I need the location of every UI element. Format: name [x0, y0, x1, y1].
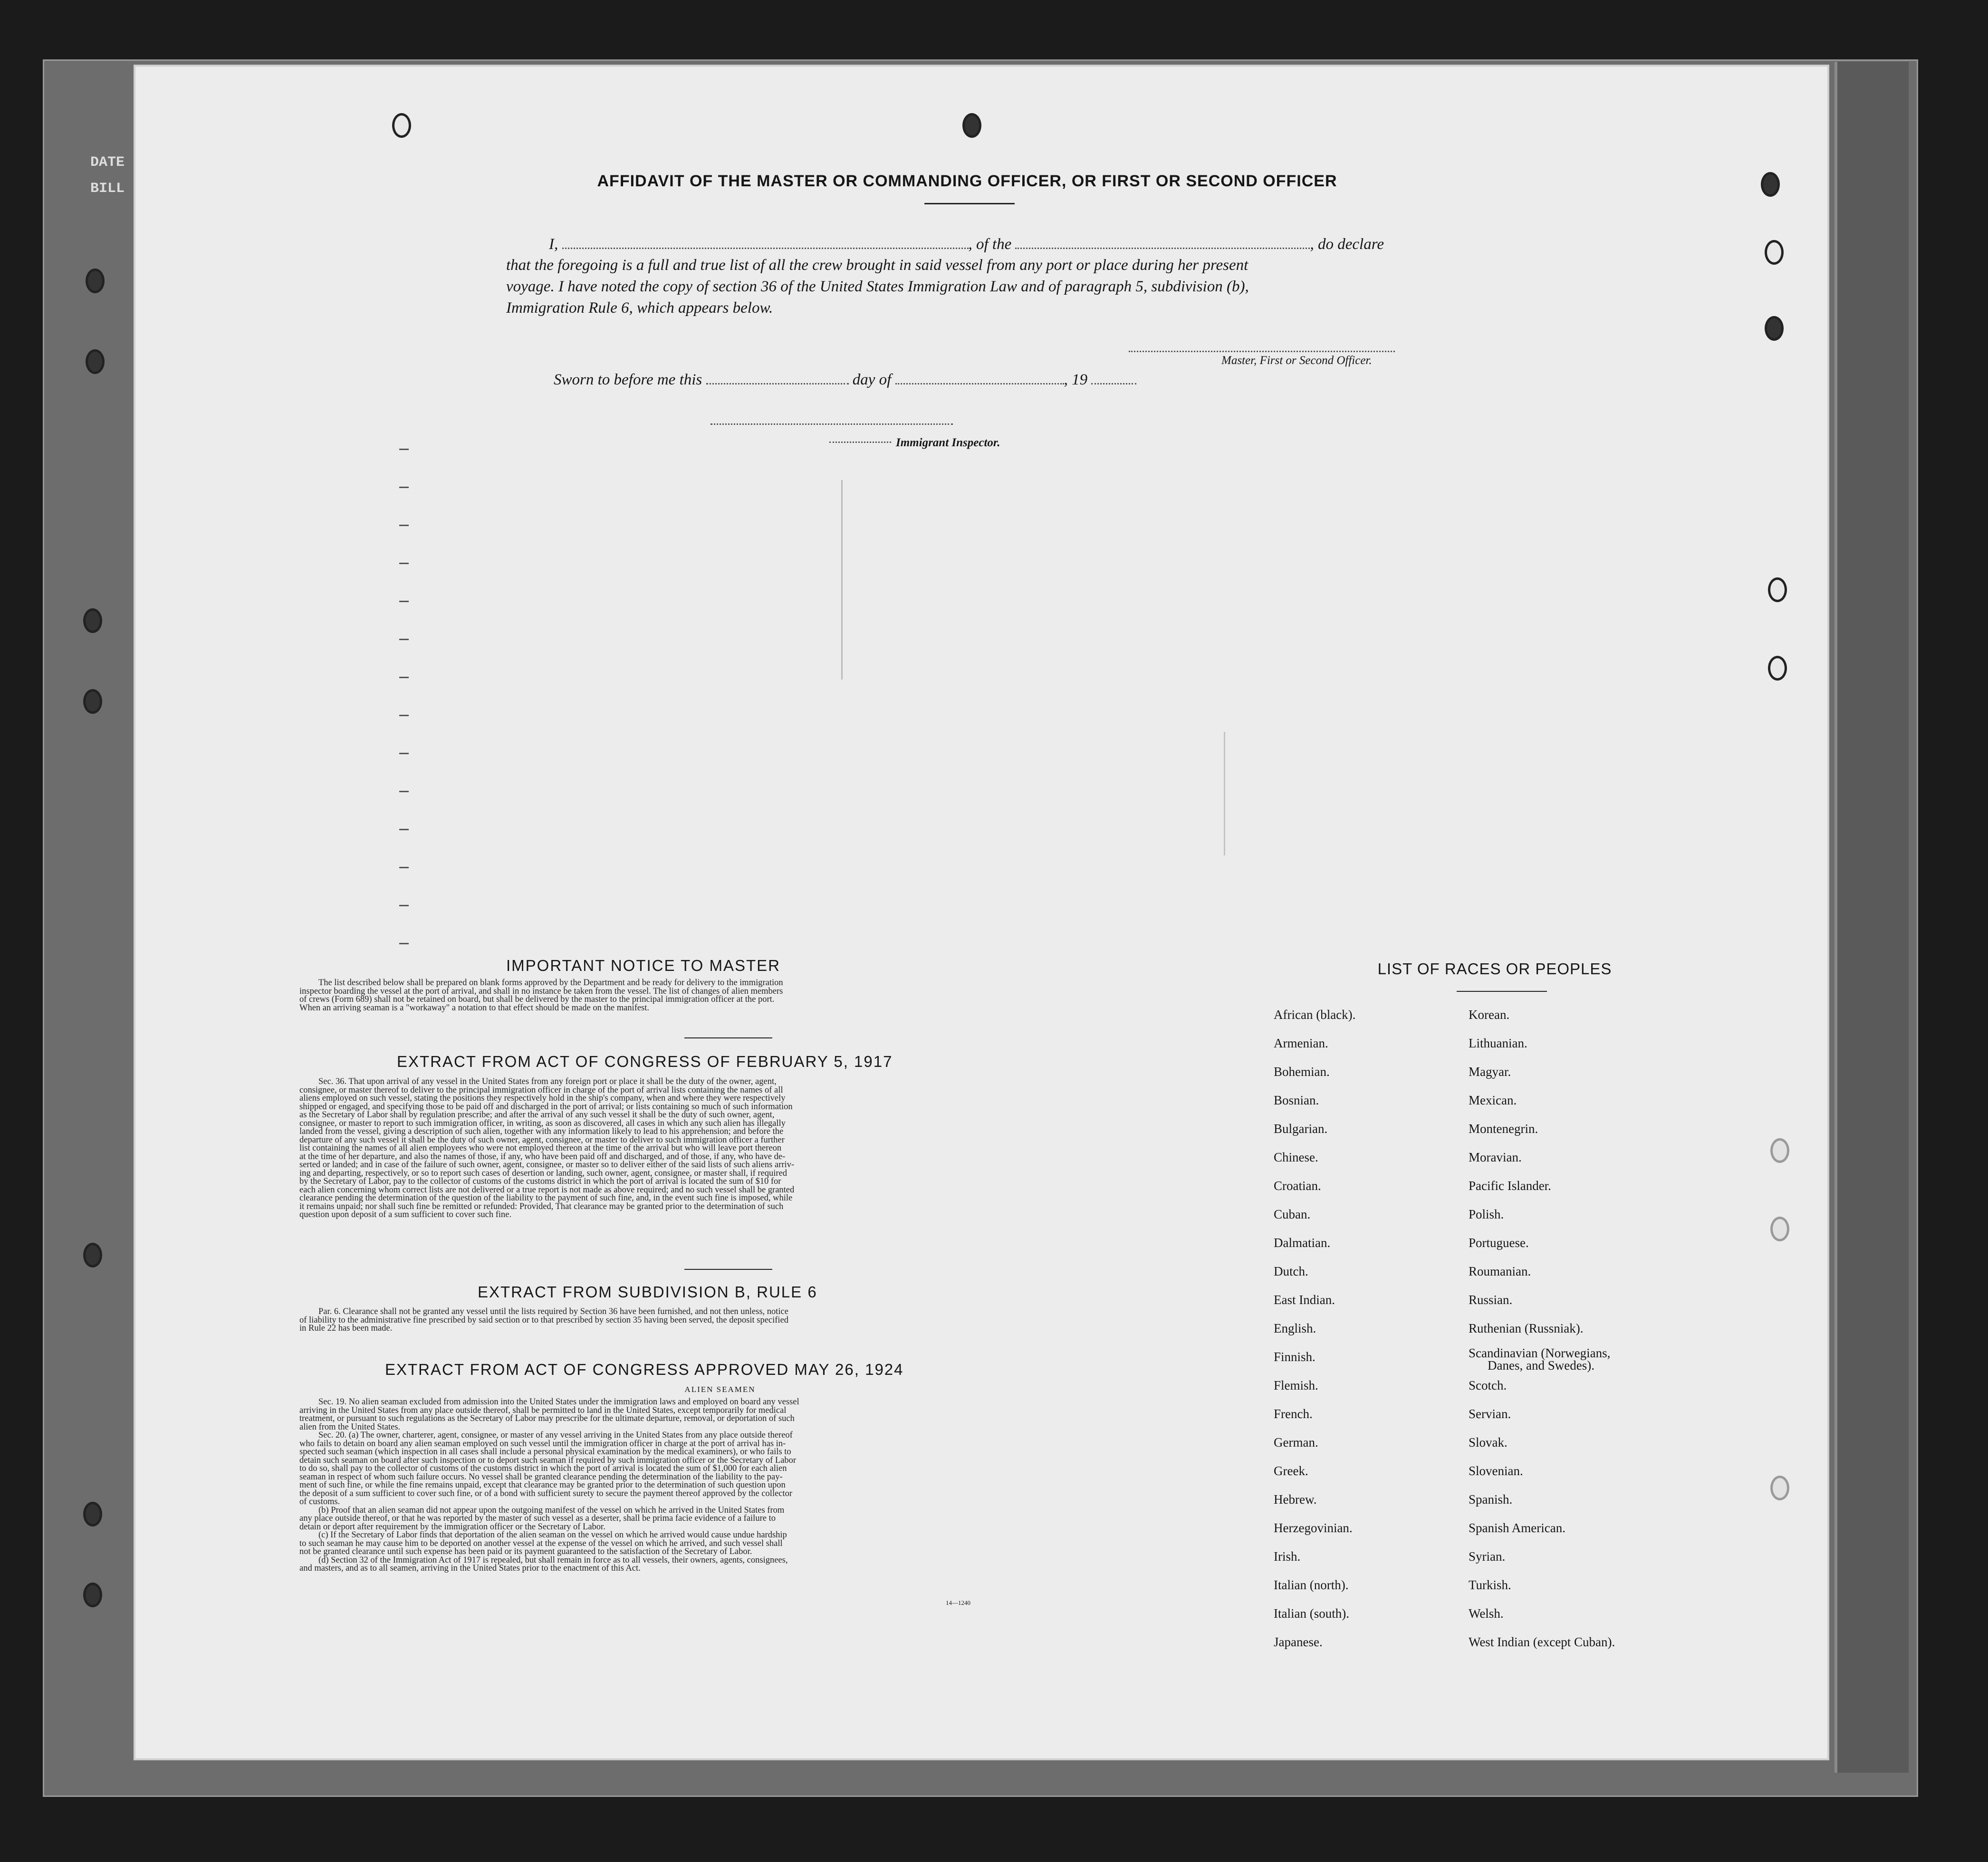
edge-label-bill: BILL: [90, 181, 125, 197]
races-title: LIST OF RACES OR PEOPLES: [1377, 960, 1612, 978]
extract-line: list containing the names of all alien employees who were not employed thereon at the time of the arrival but who will leave port thereon: [299, 1143, 782, 1153]
declarant-label: I,: [549, 236, 558, 253]
row-dash: [399, 449, 409, 450]
affidavit-line-4: Immigration Rule 6, which appears below.: [506, 299, 773, 317]
extract-line: consignee, or master to report to such immigration officer, in writing, as soon as discovered, all cases in which any such alien has illegally: [299, 1118, 786, 1128]
race-item: Greek.: [1274, 1464, 1308, 1478]
race-item: Spanish.: [1469, 1492, 1513, 1507]
extract-line: the deposit of a sum sufficient to cover such fine, or of a bond with sufficient surety to secure the payment thereof approved by the collector: [299, 1488, 793, 1498]
extract-line: treatment, or pursuant to such regulations as the Secretary of Labor may prescribe for the ultimate departure, removal, or deportation of such: [299, 1414, 795, 1423]
race-item: Bulgarian.: [1274, 1122, 1328, 1136]
notice-line: inspector boarding the vessel at the port of arrival, and shall in no instance be taken from the vessel. The list of changes of alien members: [299, 986, 783, 996]
binder-hole: [1770, 1138, 1789, 1163]
extract-line: arriving in the United States from any place outside thereof, shall be permitted to land in the United States, except temporarily for medical: [299, 1405, 787, 1415]
race-item: Cuban.: [1274, 1207, 1311, 1221]
race-item: Hebrew.: [1274, 1492, 1317, 1507]
extract-line: (c) If the Secretary of Labor finds that deportation of the alien seaman on the vessel on which he arrived would cause undue hardship: [318, 1530, 787, 1540]
master-signature-field[interactable]: [1129, 338, 1395, 352]
extract-1917-text: [299, 1078, 1150, 1219]
race-item: Turkish.: [1469, 1578, 1511, 1592]
race-item: French.: [1274, 1407, 1313, 1421]
race-item: Armenian.: [1274, 1036, 1328, 1050]
affidavit-title: AFFIDAVIT OF THE MASTER OR COMMANDING OFFICER, OR FIRST OR SECOND OFFICER: [597, 172, 1337, 190]
row-dash: [399, 487, 409, 488]
notice-text: [299, 979, 1150, 1012]
sworn-label: Sworn to before me this: [554, 371, 702, 388]
section-divider: [684, 1037, 772, 1038]
binder-hole: [1761, 172, 1780, 197]
year-label: , 19: [1064, 371, 1088, 388]
declare-label: , do declare: [1310, 236, 1384, 253]
notice-title: IMPORTANT NOTICE TO MASTER: [506, 957, 781, 974]
row-dash: [399, 715, 409, 716]
race-item: Scotch.: [1469, 1378, 1507, 1392]
extract-line: of liability to the administrative fine prescribed by said section or to that prescribed by section 35 having been served, the deposit specified: [299, 1315, 789, 1325]
binder-hole: [1770, 1476, 1789, 1500]
extract-line: landed from the vessel, giving a description of such alien, together with any information likely to lead to his apprehension; and before the: [299, 1127, 784, 1136]
race-item: Finnish.: [1274, 1350, 1316, 1364]
row-dash: [399, 943, 409, 944]
extract-line: spected such seaman (which inspection in all cases shall include a personal physical examination by the medical examiners), or who fails to: [299, 1447, 791, 1457]
extract-line: at the time of her departure, and also the names of those, if any, who have been paid off and discharged, and of those, if any, who have de-: [299, 1152, 786, 1161]
form-number: 14—1240: [946, 1599, 970, 1606]
sworn-day-field[interactable]: [706, 371, 849, 384]
extract-line: aliens employed on such vessel, stating the positions they respectively hold in the ship's company, when and where they were respectively: [299, 1094, 786, 1103]
extract-line: as the Secretary of Labor shall by regulation prescribe; and after the arrival of any such vessel it shall be the duty of such owner, agent,: [299, 1110, 775, 1120]
binder-hole: [83, 608, 102, 633]
race-item: East Indian.: [1274, 1293, 1335, 1307]
row-dash: [399, 829, 409, 830]
binder-hole: [1770, 1217, 1789, 1241]
extract-line: departure of any such vessel it shall be the duty of such owner, agent, consignee, or master to deliver to such immigration officer a further: [299, 1135, 785, 1145]
notice-line: When an arriving seaman is a "workaway" a notation to that effect should be made on the manifest.: [299, 1003, 650, 1013]
extract-line: question upon deposit of a sum sufficient to cover such fine.: [299, 1210, 512, 1219]
row-dash: [399, 867, 409, 868]
affidavit-line-1: [549, 235, 1384, 253]
sworn-line: [554, 371, 1136, 389]
binder-hole: [83, 689, 102, 714]
inspector-signature-field[interactable]: [711, 411, 953, 425]
race-item: Croatian.: [1274, 1179, 1321, 1193]
extract-line: seaman in respect of whom such failure occurs. No vessel shall be granted clearance pending the determination of the liability to the pay-: [299, 1472, 783, 1482]
extract-line: each alien concerning whom correct lists are not delivered or a true report is not made as above required; and no such vessel shall be granted: [299, 1185, 795, 1195]
race-item: Portuguese.: [1469, 1236, 1529, 1250]
race-item: Spanish American.: [1469, 1521, 1565, 1535]
extract-line: who fails to detain on board any alien seaman employed on such vessel until the immigration officer in charge at the port of arrival has in-: [299, 1439, 786, 1449]
row-dash: [399, 639, 409, 640]
race-item: Lithuanian.: [1469, 1036, 1527, 1050]
extract-line: not be granted clearance until such expense has been paid or its payment guaranteed to the satisfaction of the Secretary of Labor.: [299, 1547, 752, 1556]
race-item: Slovak.: [1469, 1435, 1508, 1449]
race-item: African (black).: [1274, 1008, 1356, 1022]
extract-line: to do so, shall pay to the collector of customs of the customs district in which the port of arrival is located the sum of $1,000 for each alien: [299, 1464, 787, 1473]
race-item: Italian (north).: [1274, 1578, 1349, 1592]
binder-hole: [962, 113, 981, 138]
extract-line: shipped or engaged, and specifying those to be paid off and discharged in the port of arrival; or lists containing so much of such information: [299, 1102, 793, 1112]
binder-hole: [1768, 656, 1787, 681]
extract-line: it remains unpaid; nor shall such fine be remitted or refunded: Provided, That clearance may be granted prior to the determination of such: [299, 1201, 784, 1211]
binder-hole: [86, 349, 105, 374]
sworn-year-field[interactable]: [1091, 371, 1136, 384]
extract-line: (b) Proof that an alien seaman did not appear upon the outgoing manifest of the vessel on which he arrived in the United States from: [318, 1505, 785, 1515]
extract-line: any place outside thereof, or that he was reported by the master of such vessel as a deserter, shall be prima facie evidence of a failure to: [299, 1514, 776, 1523]
race-item: Irish.: [1274, 1549, 1301, 1564]
extract-line: and masters, and as to all seamen, arriving in the United States prior to the enactment of this Act.: [299, 1564, 641, 1573]
race-item: Polish.: [1469, 1207, 1504, 1221]
day-of-label: day of: [852, 371, 892, 388]
row-dash: [399, 905, 409, 906]
extract-line: Par. 6. Clearance shall not be granted any vessel until the lists required by Section 36 have been furnished, and not then unless, notice: [318, 1307, 788, 1316]
inspector-caption: Immigrant Inspector.: [896, 436, 1000, 449]
extract-line: Sec. 36. That upon arrival of any vessel in the United States from any foreign port or place it shall be the duty of the owner, agent,: [318, 1077, 777, 1086]
binder-hole: [83, 1243, 102, 1267]
binder-hole: [392, 113, 411, 138]
row-dash: [399, 525, 409, 526]
binder-hole: [1765, 240, 1784, 265]
document-page: [135, 67, 1827, 1758]
inspector-name-leader: [829, 435, 891, 443]
race-item: Dalmatian.: [1274, 1236, 1331, 1250]
race-item: Chinese.: [1274, 1150, 1318, 1164]
extract-line: serted or landed; and in case of the failure of such owner, agent, consignee, or master so to deliver either of the said lists of such aliens arriv-: [299, 1160, 795, 1170]
extract-1917-title: EXTRACT FROM ACT OF CONGRESS OF FEBRUARY 5, 1917: [397, 1053, 893, 1070]
row-dash: [399, 601, 409, 602]
declarant-name-field[interactable]: [562, 235, 969, 249]
binder-hole: [86, 269, 105, 293]
race-item: Slovenian.: [1469, 1464, 1523, 1478]
extract-1924-title: EXTRACT FROM ACT OF CONGRESS APPROVED MAY 26, 1924: [385, 1361, 904, 1378]
extract-line: ment of such fine, or while the fine remains unpaid, except that clearance may be granted prior to the determination of such question upon: [299, 1480, 786, 1490]
race-item: Herzegovinian.: [1274, 1521, 1353, 1535]
extract-line: alien from the United States.: [299, 1422, 401, 1432]
race-item: English.: [1274, 1321, 1316, 1335]
affidavit-line-2: that the foregoing is a full and true list of all the crew brought in said vessel from any port or place during her present: [506, 257, 1249, 274]
race-item: Danes, and Swedes).: [1488, 1358, 1594, 1373]
extract-line: (d) Section 32 of the Immigration Act of 1917 is repealed, but shall remain in force as to all vessels, their owners, agents, consignees,: [318, 1555, 788, 1565]
race-item: Russian.: [1469, 1293, 1513, 1307]
binder-hole: [83, 1583, 102, 1607]
row-dash: [399, 563, 409, 564]
row-dash: [399, 753, 409, 754]
extract-line: consignee, or master thereof to deliver to the principal immigration officer in charge of the port of arrival lists containing the names of all: [299, 1085, 783, 1095]
binder-hole: [1768, 577, 1787, 602]
race-item: Ruthenian (Russniak).: [1469, 1321, 1584, 1335]
row-dash: [399, 677, 409, 678]
extract-line: Sec. 19. No alien seaman excluded from admission into the United States under the immigration laws and employed on board any vessel: [318, 1397, 799, 1407]
race-item: Scandinavian (Norwegians,: [1469, 1346, 1611, 1360]
races-divider: [1457, 991, 1547, 992]
race-item: Moravian.: [1469, 1150, 1522, 1164]
extract-line: ing and departing, respectively, or so to report such cases of desertion or landing, such owner, agent, consignee, or master shall, if required: [299, 1168, 788, 1178]
extract-line: of customs.: [299, 1497, 340, 1507]
race-item: Servian.: [1469, 1407, 1511, 1421]
extract-1924-text: [299, 1398, 1150, 1573]
race-item: Flemish.: [1274, 1378, 1318, 1392]
binder-hole: [83, 1502, 102, 1526]
race-item: Roumanian.: [1469, 1264, 1531, 1278]
race-item: German.: [1274, 1435, 1318, 1449]
race-item: Bosnian.: [1274, 1093, 1319, 1107]
race-item: Pacific Islander.: [1469, 1179, 1551, 1193]
bleed-through-rule: [1224, 732, 1225, 855]
master-signature-caption: Master, First or Second Officer.: [1221, 354, 1372, 367]
extract-line: clearance pending the determination of the question of the liability to the payment of such fine, and, in the event such fine is imposed, while: [299, 1193, 793, 1203]
extract-line: in Rule 22 has been made.: [299, 1324, 393, 1333]
race-item: West Indian (except Cuban).: [1469, 1635, 1615, 1649]
section-divider: [684, 1269, 772, 1270]
vessel-name-field[interactable]: [1015, 235, 1310, 249]
row-dash: [399, 791, 409, 792]
extract-line: to such seaman he may cause him to be deported on another vessel at the expense of the vessel on which he arrived, and such vessel shall: [299, 1538, 783, 1548]
edge-label-date: DATE: [90, 154, 125, 171]
affidavit-line-3: voyage. I have noted the copy of section 36 of the United States Immigration Law and of paragraph 5, subdivision (b),: [506, 278, 1249, 295]
race-item: Japanese.: [1274, 1635, 1323, 1649]
race-item: Montenegrin.: [1469, 1122, 1538, 1136]
extract-line: detain such seaman on board after such inspection or to deport such seaman if required by such immigration officer or the Secretary of Labor: [299, 1455, 797, 1465]
extract-line: by the Secretary of Labor, pay to the collector of customs of the customs district in which the port of arrival is located the sum of $10 for: [299, 1177, 781, 1186]
notice-line: of crews (Form 689) shall not be retained on board, but shall be delivered by the master to the principal immigration officer at the port.: [299, 995, 775, 1004]
vessel-label: , of the: [968, 236, 1012, 253]
extract-line: detain or deport after requirement by the immigration officer or the Secretary of Labor.: [299, 1522, 605, 1532]
race-item: Korean.: [1469, 1008, 1510, 1022]
extract-line: Sec. 20. (a) The owner, charterer, agent, consignee, or master of any vessel arriving in the United States from any place outside thereof: [318, 1430, 793, 1440]
underlying-sheet-edge: [1834, 62, 1909, 1773]
race-item: Italian (south).: [1274, 1606, 1349, 1621]
title-divider: [924, 203, 1015, 204]
extract-rule6-title: EXTRACT FROM SUBDIVISION B, RULE 6: [478, 1283, 817, 1301]
bleed-through-rule: [841, 480, 843, 680]
binder-hole: [1765, 316, 1784, 341]
race-item: Mexican.: [1469, 1093, 1517, 1107]
sworn-month-field[interactable]: [895, 371, 1064, 384]
extract-rule6-text: [299, 1308, 1150, 1333]
race-item: Bohemian.: [1274, 1065, 1330, 1079]
race-item: Dutch.: [1274, 1264, 1308, 1278]
race-item: Syrian.: [1469, 1549, 1506, 1564]
notice-line: The list described below shall be prepared on blank forms approved by the Department and be ready for delivery to the immigration: [318, 978, 783, 988]
race-item: Magyar.: [1469, 1065, 1511, 1079]
race-item: Welsh.: [1469, 1606, 1504, 1621]
extract-1924-subtitle: ALIEN SEAMEN: [684, 1385, 756, 1394]
